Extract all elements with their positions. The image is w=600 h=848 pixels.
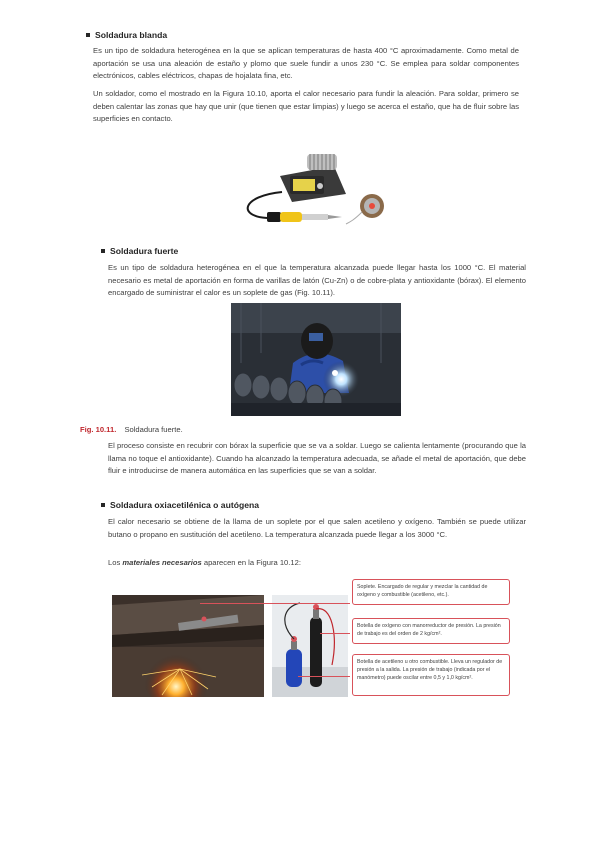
bullet-icon — [101, 249, 105, 253]
text-run: aparecen en la Figura 10.12: — [201, 558, 301, 567]
callout-soplete: Soplete. Encargado de regular y mezclar la cantidad de oxígeno y combustible (acetileno, etc.). — [352, 579, 510, 605]
heading-text: Soldadura oxiacetilénica o autógena — [110, 500, 259, 510]
heading-text: Soldadura blanda — [95, 30, 168, 40]
paragraph-oxi-2 — [108, 557, 526, 570]
figure-oxy-cutting-photo — [112, 595, 264, 697]
callout-botella-oxigeno: Botella de oxígeno con manorreductor de presión. La presión de trabajo es del orden de 2 kg/cm². — [352, 618, 510, 644]
callout-botella-acetileno: Botella de acetileno u otro combustible. Lleva un regulador de presión a la salida. La presión de trabajo (indicada por el manómetro) puede oscilar entre 0,5 y 1,0 kg/cm². — [352, 654, 510, 696]
gas-cylinders-illustration — [272, 595, 348, 697]
figure-soldering-iron — [222, 136, 394, 240]
caption-text: Soldadura fuerte. — [124, 425, 183, 434]
bullet-icon — [101, 503, 105, 507]
paragraph-oxi-1: El calor necesario se obtiene de la llama de un soplete por el que salen acetileno y oxígeno. También se puede utilizar butano o propano en sustitución del acetileno. La temperatura alcanzada puede llegar a los 3000 °C. — [108, 517, 526, 539]
paragraph-fuerte-1: Es un tipo de soldadura heterogénea en el que la temperatura alcanzada puede llegar hasta los 1000 °C. El material necesario es metal de aportación en forma de varillas de latón (Cu-Zn) o de cobre-plata y antioxidante (bórax). El elemento encargado de suministrar el calor es un soplete de gas (Fig. 10.11). — [108, 263, 526, 298]
paragraph-blanda-2: Un soldador, como el mostrado en la Figura 10.10, aporta el calor necesario para fundir la aleación. Para soldar, primero se deben calentar las zonas que hay que unir (que tienen que estar limpias) y luego se acerca el estaño, que ha de fluir sobre las superficies en contacto. — [93, 89, 519, 124]
paragraph-fuerte-2: El proceso consiste en recubrir con bórax la superficie que se va a soldar. Luego se calienta lentamente (procurando que la llama no toque el antioxidante). Cuando ha alcanzado la temperatura adecuada, se añade el metal de aportación, que debe fluir e introducirse de manera automática en las superficies que se van a soldar. — [108, 441, 526, 476]
text-run: Los — [108, 558, 123, 567]
figure-caption-10-11 — [80, 425, 183, 434]
callout-leader-line — [200, 603, 350, 604]
cutting-torch-illustration — [112, 595, 264, 697]
soldering-station-illustration — [222, 136, 394, 240]
callout-leader-line — [298, 676, 350, 677]
welder-illustration — [231, 303, 401, 416]
bullet-icon — [86, 33, 90, 37]
caption-figure-number: Fig. 10.11. — [80, 425, 117, 434]
section-heading-soldadura-oxiacetilenica — [101, 500, 259, 510]
section-heading-soldadura-fuerte — [101, 246, 178, 256]
emphasis-text: materiales necesarios — [122, 558, 202, 567]
heading-text: Soldadura fuerte — [110, 246, 179, 256]
figure-welding-photo — [231, 303, 401, 416]
section-heading-soldadura-blanda — [86, 30, 167, 40]
callout-leader-line — [320, 633, 350, 634]
paragraph-blanda-1: Es un tipo de soldadura heterogénea en la que se aplican temperaturas de hasta 400 °C aproximadamente. Como metal de aportación se usa una aleación de estaño y plomo que suele fundir a unos 230 °C. Se emplea para soldar componentes electrónicos, cables eléctricos, chapas de hojalata fina, etc. — [93, 46, 519, 81]
figure-gas-cylinders-photo — [272, 595, 348, 697]
